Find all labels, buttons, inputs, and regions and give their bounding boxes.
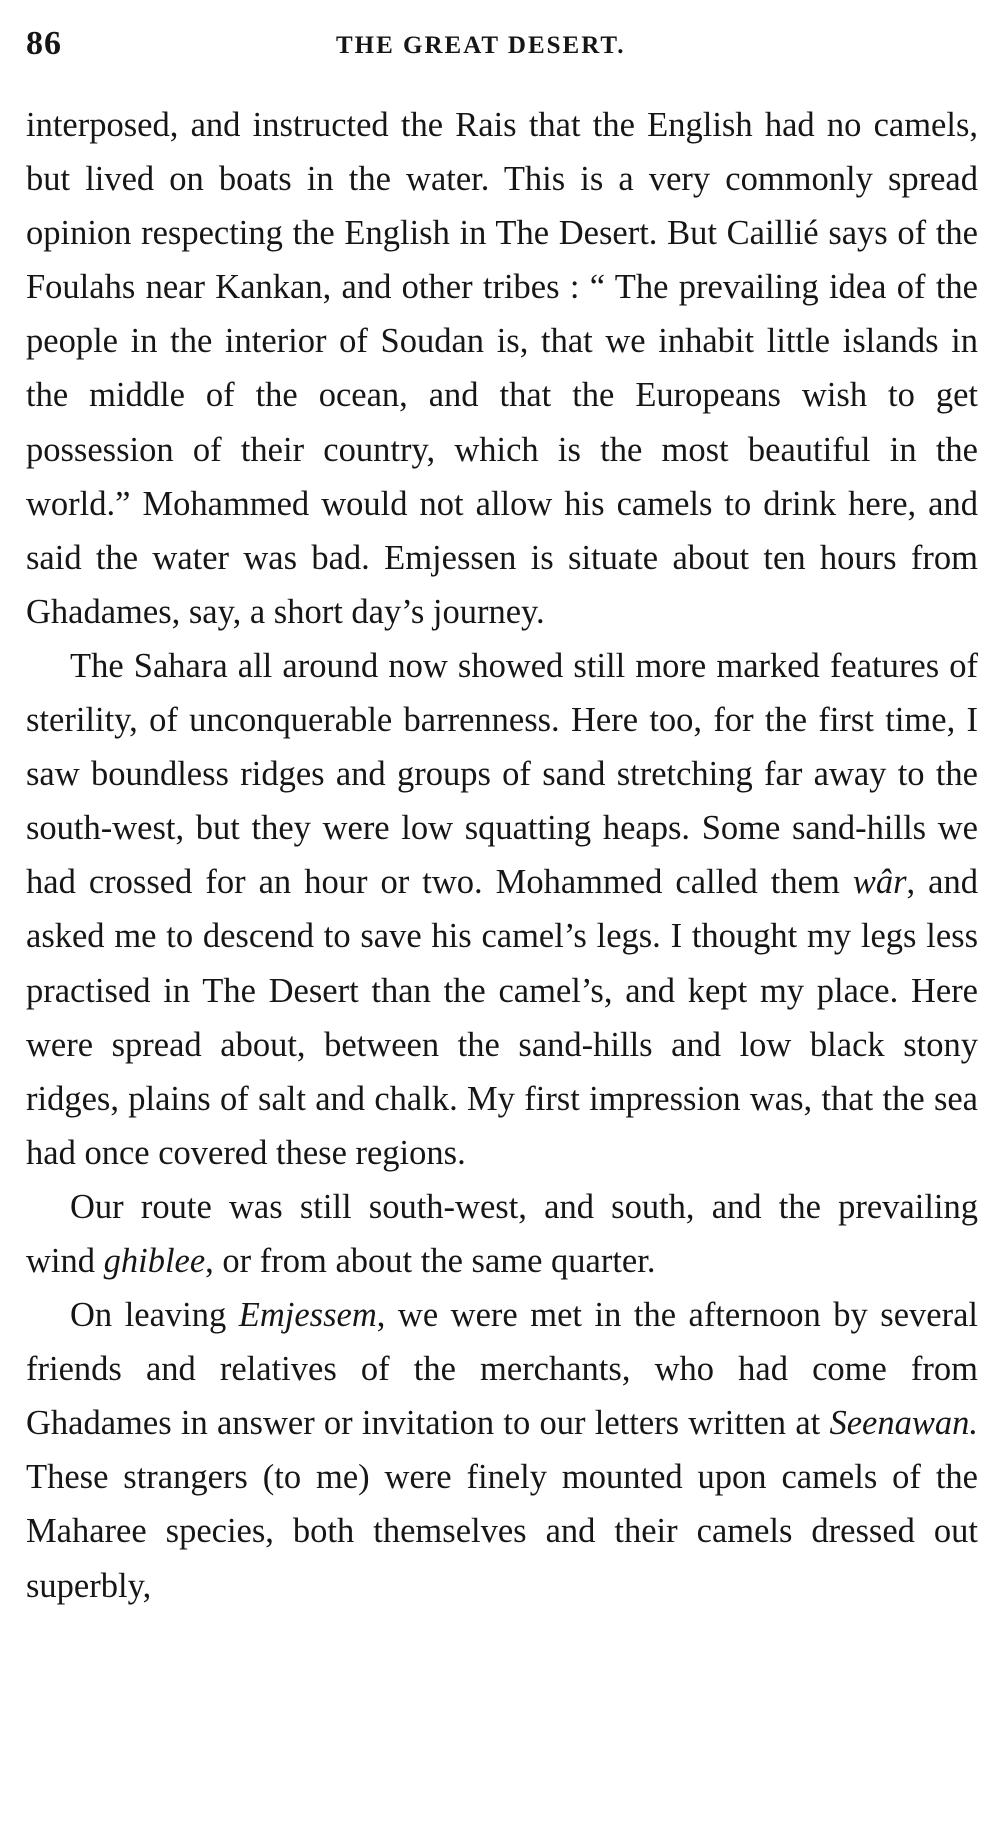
italic-term: wâr bbox=[852, 863, 907, 902]
page-number: 86 bbox=[26, 25, 62, 62]
italic-place-name: Emjessem bbox=[238, 1296, 377, 1335]
italic-term: ghiblee bbox=[103, 1241, 206, 1280]
paragraph bbox=[26, 639, 978, 1180]
paragraph bbox=[26, 98, 978, 639]
running-title: THE GREAT DESERT. bbox=[336, 32, 626, 59]
text-run: , and asked me to descend to save his camel’s legs. I thought my legs less practised in The Desert than the camel’s, and kept my place. Here were spread about, between the sand-hills and low black stony ridges, plains of salt and chalk. My first impression was, that the sea had once covered these regions. bbox=[26, 863, 978, 1172]
page-header bbox=[26, 22, 974, 66]
text-run: On leaving bbox=[70, 1296, 239, 1335]
text-run: interposed, and instructed the Rais that the English had no camels, but lived on boats in the water. This is a very commonly spread opinion respecting the English in The Desert. But Caillié says of the Foulahs near Kankan, and other tribes : “ The prevailing idea of the people in the interior of Soudan is, that we inhabit little islands in the middle of the ocean, and that the Europeans wish to get possession of their country, which is the most beautiful in the world.” Mohammed would not allow his camels to drink here, and said the water was bad. Emjessen is situate about ten hours from Ghadames, say, a short day’s journey. bbox=[26, 106, 978, 631]
text-run: These strangers (to me) were finely mounted upon camels of the Maharee species, both themselves and their camels dressed out superbly, bbox=[26, 1458, 978, 1605]
text-run: , or from about the same quarter. bbox=[205, 1241, 656, 1280]
italic-place-name: Seenawan. bbox=[829, 1404, 978, 1443]
body-text bbox=[26, 98, 978, 1613]
paragraph bbox=[26, 1288, 978, 1613]
text-run: The Sahara all around now showed still more marked features of sterility, of unconquerable barrenness. Here too, for the first time, I saw boundless ridges and groups of sand stretching far away to the south-west, but they were low squatting heaps. Some sand-hills we had crossed for an hour or two. Mohammed called them bbox=[26, 646, 978, 902]
paragraph bbox=[26, 1180, 978, 1288]
text-run: , we were met in the afternoon by several friends and relatives of the merchants, who had come from Ghadames in answer or invitation to our letters written at bbox=[26, 1296, 978, 1443]
text-run: Our route was still south-west, and south, and the prevailing wind bbox=[26, 1187, 978, 1280]
